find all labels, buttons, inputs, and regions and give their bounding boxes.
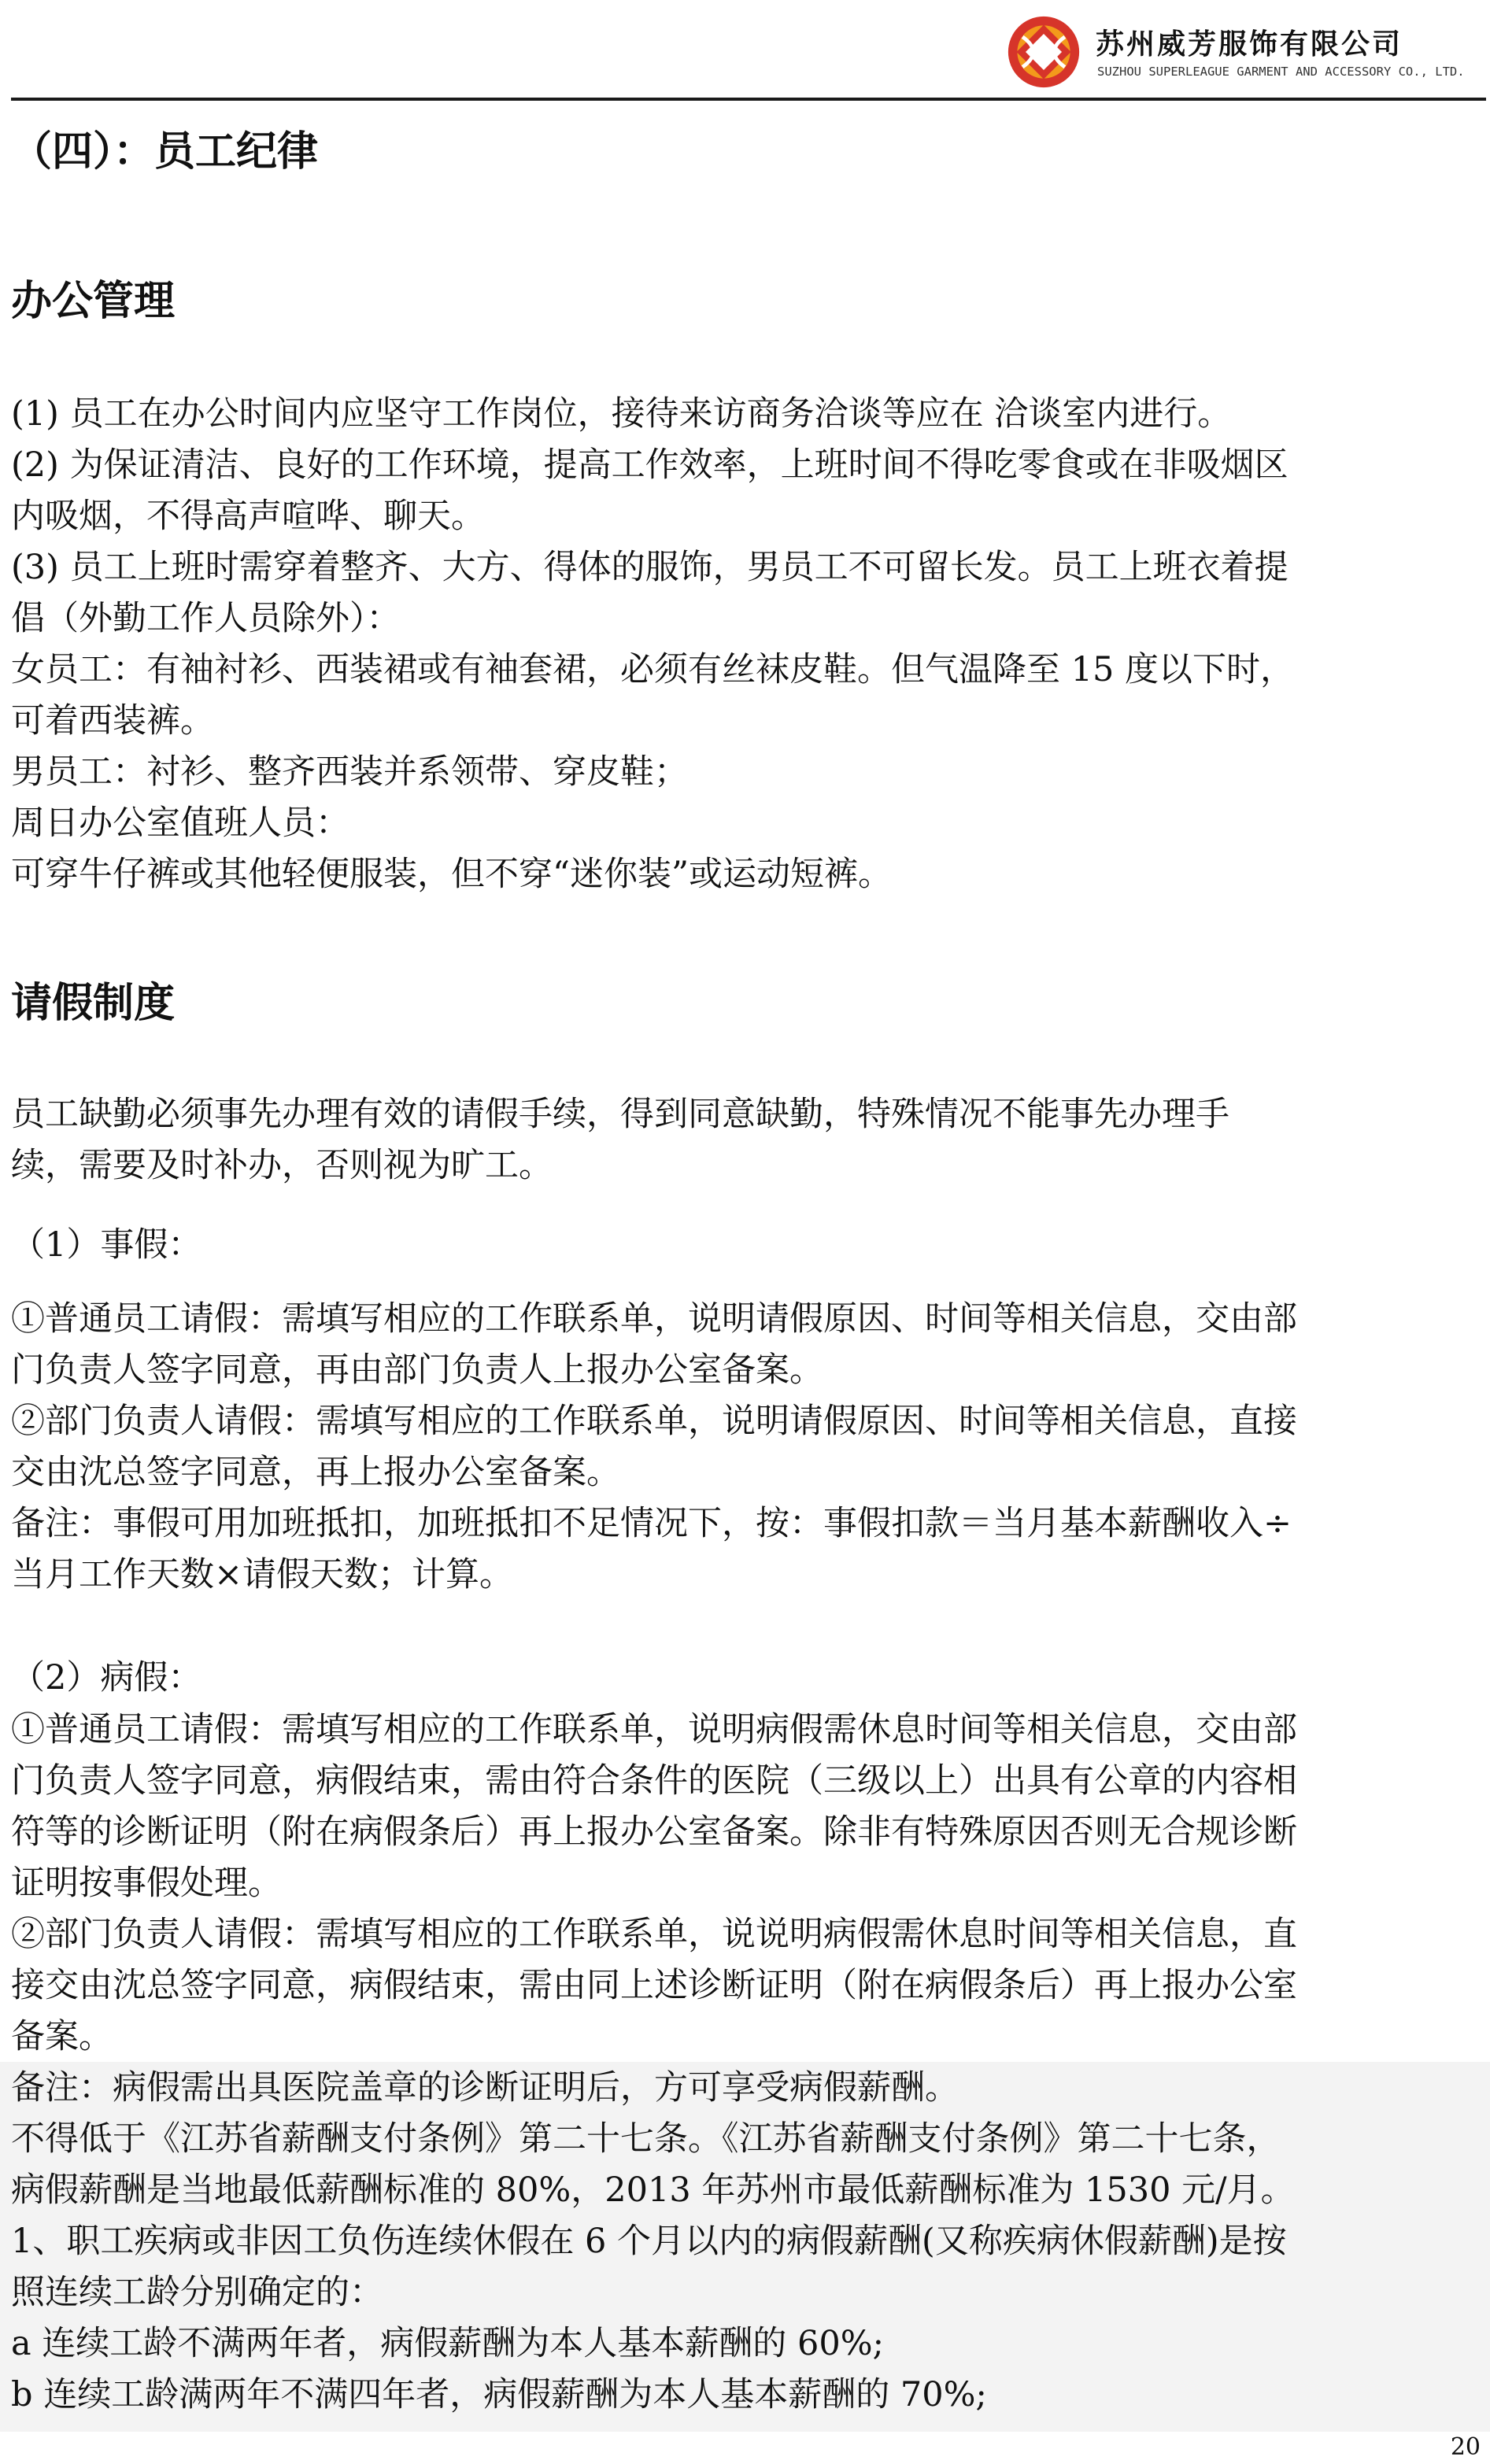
office-line: (2) 为保证清洁、良好的工作环境，提高工作效率，上班时间不得吃零食或在非吸烟区 (11, 445, 1288, 485)
personal-leave-line: 门负责人签字同意，再由部门负责人上报办公室备案。 (11, 1350, 823, 1390)
leave-section-title: 请假制度 (11, 980, 176, 1027)
sick-leave-line: a 连续工龄不满两年者，病假薪酬为本人基本薪酬的 60%; (11, 2324, 885, 2363)
section-main-title: （四）：员工纪律 (11, 128, 319, 175)
personal-leave-title (11, 1220, 1481, 1271)
sick-leave-line: ②部门负责人请假：需填写相应的工作联系单，说说明病假需休息时间等相关信息，直 (11, 1915, 1297, 1954)
sick-leave-heading: （2）病假： (11, 1658, 202, 1697)
office-section-title: 办公管理 (11, 278, 176, 325)
personal-leave-line: 交由沈总签字同意，再上报办公室备案。 (11, 1453, 620, 1492)
sick-leave-line: 门负责人签字同意，病假结束，需由符合条件的医院（三级以上）出具有公章的内容相 (11, 1761, 1297, 1801)
office-line: (1) 员工在办公时间内应坚守工作岗位，接待来访商务洽谈等应在 洽谈室内进行。 (11, 394, 1232, 434)
personal-leave-heading: （1）事假： (11, 1225, 202, 1265)
office-line: 倡（外勤工作人员除外）： (11, 599, 401, 638)
sick-leave-line: 备注：病假需出具医院盖章的诊断证明后，方可享受病假薪酬。 (11, 2068, 959, 2108)
company-english-name: SUZHOU SUPERLEAGUE GARMENT AND ACCESSORY CO., LTD. (1097, 65, 1465, 79)
personal-leave-line: ①普通员工请假：需填写相应的工作联系单，说明请假原因、时间等相关信息，交由部 (11, 1299, 1297, 1339)
office-rules-paragraph (11, 389, 1481, 900)
sick-leave-line: 符等的诊断证明（附在病假条后）再上报办公室备案。除非有特殊原因否则无合规诊断 (11, 1812, 1297, 1852)
sick-leave-line: 证明按事假处理。 (11, 1864, 282, 1903)
sick-leave-paragraph (11, 1705, 1481, 2421)
leave-intro-paragraph (11, 1089, 1481, 1191)
office-line: 男员工：衬衫、整齐西装并系领带、穿皮鞋； (11, 752, 688, 792)
header-divider (11, 98, 1486, 101)
office-line: 可着西装裤。 (11, 701, 214, 741)
office-line: 内吸烟，不得高声喧哗、聊天。 (11, 497, 485, 536)
personal-leave-line: 备注：事假可用加班抵扣，加班抵扣不足情况下，按：事假扣款＝当月基本薪酬收入÷ (11, 1504, 1292, 1543)
sick-leave-line: b 连续工龄满两年不满四年者，病假薪酬为本人基本薪酬的 70%; (11, 2375, 987, 2414)
leave-intro-line: 员工缺勤必须事先办理有效的请假手续，得到同意缺勤，特殊情况不能事先办理手 (11, 1095, 1229, 1134)
personal-leave-paragraph (11, 1294, 1481, 1601)
office-line: 可穿牛仔裤或其他轻便服装，但不穿“迷你装”或运动短裤。 (11, 855, 892, 894)
page-number: 20 (1450, 2433, 1481, 2461)
page-header (0, 0, 1490, 102)
company-logo-icon (1006, 14, 1081, 90)
sick-leave-line: 备案。 (11, 2017, 113, 2056)
office-line: (3) 员工上班时需穿着整齐、大方、得体的服饰，男员工不可留长发。员工上班衣着提 (11, 548, 1288, 587)
sick-leave-line: 照连续工龄分别确定的： (11, 2273, 383, 2312)
sick-leave-line: 1、职工疾病或非因工负伤连续休假在 6 个月以内的病假薪酬(又称疾病休假薪酬)是按 (11, 2222, 1287, 2261)
personal-leave-line: ②部门负责人请假：需填写相应的工作联系单，说明请假原因、时间等相关信息，直接 (11, 1402, 1297, 1441)
sick-leave-line: 病假薪酬是当地最低薪酬标准的 80%，2013 年苏州市最低薪酬标准为 1530 元/月。 (11, 2170, 1295, 2210)
sick-leave-title (11, 1653, 1481, 1704)
sick-leave-line: ①普通员工请假：需填写相应的工作联系单，说明病假需休息时间等相关信息，交由部 (11, 1710, 1297, 1749)
leave-intro-line: 续，需要及时补办，否则视为旷工。 (11, 1146, 553, 1185)
sick-leave-line: 不得低于《江苏省薪酬支付条例》第二十七条。《江苏省薪酬支付条例》第二十七条， (11, 2119, 1281, 2159)
sick-leave-line: 接交由沈总签字同意，病假结束，需由同上述诊断证明（附在病假条后）再上报办公室 (11, 1966, 1297, 2005)
office-line: 周日办公室值班人员： (11, 803, 349, 843)
personal-leave-line: 当月工作天数×请假天数；计算。 (11, 1555, 514, 1594)
company-name: 苏州威芳服饰有限公司 (1096, 28, 1403, 61)
office-line: 女员工：有袖衬衫、西装裙或有袖套裙，必须有丝袜皮鞋。但气温降至 15 度以下时， (11, 650, 1295, 689)
